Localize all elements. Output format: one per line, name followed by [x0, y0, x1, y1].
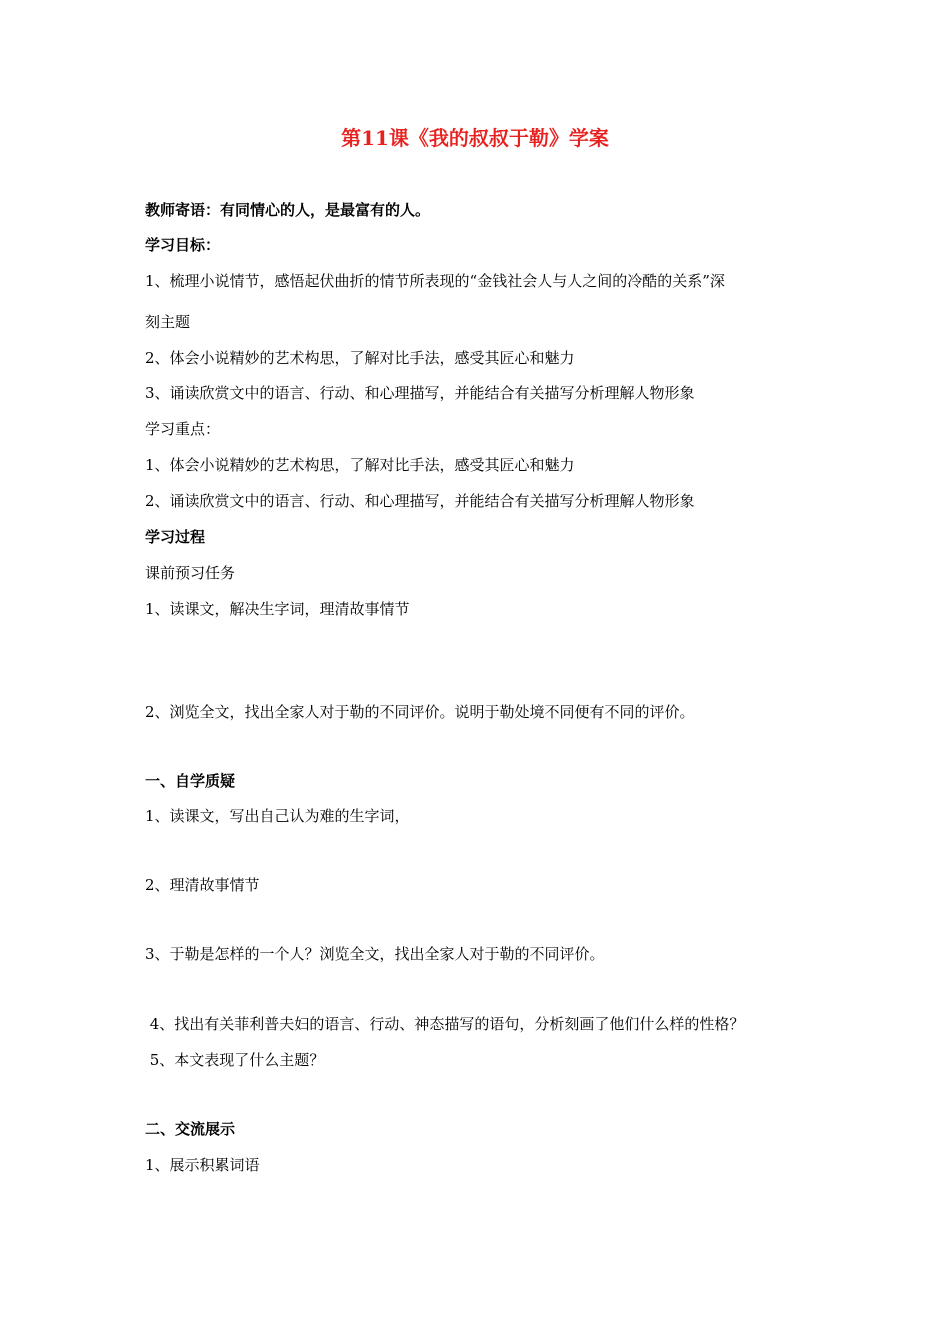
section1-item: 2、理清故事情节	[145, 876, 260, 894]
section1-item: 5、本文表现了什么主题？	[145, 1051, 325, 1069]
objective-item: 3、诵读欣赏文中的语言、行动、和心理描写，并能结合有关描写分析理解人物形象	[145, 384, 695, 402]
document-title: 第11课《我的叔叔于勒》学案	[341, 126, 609, 150]
section1-heading: 一、自学质疑	[145, 772, 236, 790]
objectives-heading: 学习目标：	[145, 236, 221, 254]
section2-item: 1、展示积累词语	[145, 1156, 260, 1174]
key-points-heading: 学习重点：	[145, 420, 221, 438]
preview-task: 1、读课文，解决生字词，理清故事情节	[145, 600, 410, 618]
objective-item: 1、梳理小说情节，感悟起伏曲折的情节所表现的“金钱社会人与人之间的冷酷的关系”深	[145, 272, 725, 290]
key-point-item: 2、诵读欣赏文中的语言、行动、和心理描写，并能结合有关描写分析理解人物形象	[145, 492, 695, 510]
section2-heading: 二、交流展示	[145, 1120, 236, 1138]
preview-task: 2、浏览全文，找出全家人对于勒的不同评价。说明于勒处境不同便有不同的评价。	[145, 703, 695, 721]
objective-item: 2、体会小说精妙的艺术构思，了解对比手法，感受其匠心和魅力	[145, 349, 575, 367]
process-heading: 学习过程	[145, 528, 206, 546]
section1-item: 4、找出有关菲利普夫妇的语言、行动、神态描写的语句，分析刻画了他们什么样的性格？	[145, 1015, 745, 1033]
teacher-message: 教师寄语：有同情心的人，是最富有的人。	[145, 201, 431, 219]
objective-item: 刻主题	[145, 313, 191, 331]
key-point-item: 1、体会小说精妙的艺术构思，了解对比手法，感受其匠心和魅力	[145, 456, 575, 474]
section1-item: 1、读课文，写出自己认为难的生字词，	[145, 807, 410, 825]
section1-item: 3、于勒是怎样的一个人？浏览全文，找出全家人对于勒的不同评价。	[145, 945, 605, 963]
preview-heading: 课前预习任务	[145, 564, 236, 582]
